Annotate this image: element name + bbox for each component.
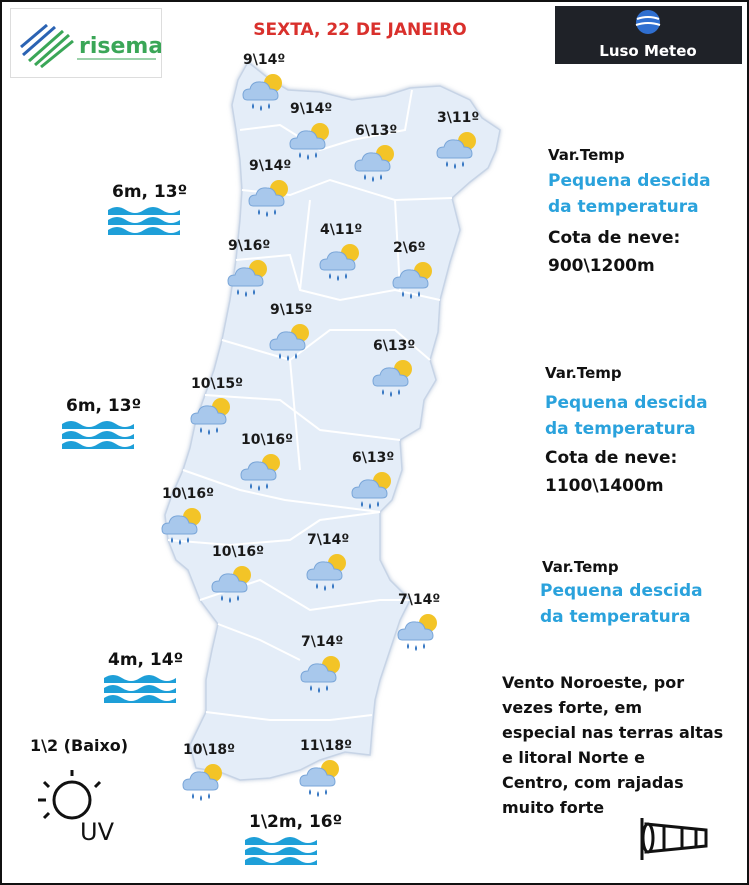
rain-sun-cloud-icon <box>348 468 398 514</box>
city-temperature: 2\6º <box>393 240 426 256</box>
rain-sun-cloud-icon <box>224 256 274 302</box>
wave-icon <box>108 206 182 236</box>
weather-icon-holder <box>433 128 483 174</box>
region-2-line3: Cota de neve: <box>545 448 678 468</box>
weather-icon-holder <box>394 610 444 656</box>
wind-line: vezes forte, em <box>502 698 643 717</box>
wave-icon <box>245 836 319 866</box>
luso-meteo-logo-text: Luso Meteo <box>599 42 697 60</box>
rain-sun-cloud-icon <box>245 176 295 222</box>
wave-icon <box>62 420 136 450</box>
region-1-line1: Pequena descida <box>548 171 711 191</box>
wind-description <box>502 670 723 820</box>
rain-sun-cloud-icon <box>351 141 401 187</box>
uv-index-label: 1\2 (Baixo) <box>30 736 129 755</box>
city-temperature: 3\11º <box>437 110 480 126</box>
city-temperature: 4\11º <box>320 222 363 238</box>
region-2-line2: da temperatura <box>545 419 696 439</box>
uv-sun-icon <box>30 768 130 848</box>
city-temperature: 6\13º <box>373 338 416 354</box>
city-temperature: 10\18º <box>183 742 235 758</box>
wave-icon <box>104 674 178 704</box>
wind-line: especial nas terras altas <box>502 723 724 742</box>
city-temperature: 6\13º <box>355 123 398 139</box>
rain-sun-cloud-icon <box>369 356 419 402</box>
region-2-heading: Var.Temp <box>545 364 622 382</box>
rain-sun-cloud-icon <box>297 652 347 698</box>
rain-sun-cloud-icon <box>179 760 229 806</box>
wave-icon-holder <box>62 420 136 450</box>
rain-sun-cloud-icon <box>394 610 444 656</box>
weather-icon-holder <box>187 394 237 440</box>
weather-icon-holder <box>179 760 229 806</box>
region-1-line4: 900\1200m <box>548 256 655 276</box>
city-temperature: 7\14º <box>307 532 350 548</box>
sea-condition-label: 6m, 13º <box>112 182 188 202</box>
wave-icon-holder <box>104 674 178 704</box>
weather-icon-holder <box>348 468 398 514</box>
weather-icon-holder <box>239 70 289 116</box>
city-temperature: 9\14º <box>243 52 286 68</box>
rain-sun-cloud-icon <box>303 550 353 596</box>
rain-sun-cloud-icon <box>158 504 208 550</box>
windsock-icon <box>636 812 716 864</box>
rain-sun-cloud-icon <box>208 562 258 608</box>
weather-icon-holder <box>389 258 439 304</box>
weather-icon-holder <box>303 550 353 596</box>
weather-icon-holder <box>245 176 295 222</box>
rain-sun-cloud-icon <box>296 756 346 802</box>
rain-sun-cloud-icon <box>187 394 237 440</box>
region-3-line1: Pequena descida <box>540 581 703 601</box>
weather-icon-holder <box>297 652 347 698</box>
sea-condition-label: 1\2m, 16º <box>249 812 343 832</box>
wind-line: Centro, com rajadas <box>502 773 684 792</box>
rain-sun-cloud-icon <box>239 70 289 116</box>
weather-icon-holder <box>158 504 208 550</box>
weather-icon-holder <box>369 356 419 402</box>
wind-line: muito forte <box>502 798 605 817</box>
weather-icon-holder <box>316 240 366 286</box>
weather-icon-holder <box>296 756 346 802</box>
city-temperature: 11\18º <box>300 738 352 754</box>
region-1-line2: da temperatura <box>548 197 699 217</box>
city-temperature: 10\16º <box>241 432 293 448</box>
region-1-line3: Cota de neve: <box>548 228 681 248</box>
city-temperature: 9\16º <box>228 238 271 254</box>
city-temperature: 9\14º <box>290 101 333 117</box>
wind-line: e litoral Norte e <box>502 748 645 767</box>
rain-sun-cloud-icon <box>286 119 336 165</box>
city-temperature: 6\13º <box>352 450 395 466</box>
region-3-line2: da temperatura <box>540 607 691 627</box>
sea-condition-label: 4m, 14º <box>108 650 184 670</box>
region-2-line1: Pequena descida <box>545 393 708 413</box>
luso-meteo-logo <box>555 6 742 64</box>
rain-sun-cloud-icon <box>433 128 483 174</box>
weather-icon-holder <box>237 450 287 496</box>
region-3-heading: Var.Temp <box>542 558 619 576</box>
city-temperature: 7\14º <box>398 592 441 608</box>
city-temperature: 10\15º <box>191 376 243 392</box>
uv-icon-text: UV <box>80 818 114 846</box>
weather-icon-holder <box>351 141 401 187</box>
city-temperature: 10\16º <box>212 544 264 560</box>
weather-icon-holder <box>266 320 316 366</box>
sea-condition-label: 6m, 13º <box>66 396 142 416</box>
city-temperature: 9\14º <box>249 158 292 174</box>
region-1-heading: Var.Temp <box>548 146 625 164</box>
city-temperature: 9\15º <box>270 302 313 318</box>
weather-icon-holder <box>208 562 258 608</box>
weather-icon-holder <box>286 119 336 165</box>
weather-icon-holder <box>224 256 274 302</box>
rain-sun-cloud-icon <box>237 450 287 496</box>
wave-icon-holder <box>245 836 319 866</box>
city-temperature: 7\14º <box>301 634 344 650</box>
risema-logo <box>10 8 162 78</box>
rain-sun-cloud-icon <box>266 320 316 366</box>
page-title: SEXTA, 22 DE JANEIRO <box>253 20 467 40</box>
rain-sun-cloud-icon <box>316 240 366 286</box>
city-temperature: 10\16º <box>162 486 214 502</box>
region-2-line4: 1100\1400m <box>545 476 664 496</box>
risema-logo-mark <box>11 9 161 77</box>
wind-line: Vento Noroeste, por <box>502 673 685 692</box>
rain-sun-cloud-icon <box>389 258 439 304</box>
risema-logo-text: risema <box>79 34 161 59</box>
wave-icon-holder <box>108 206 182 236</box>
